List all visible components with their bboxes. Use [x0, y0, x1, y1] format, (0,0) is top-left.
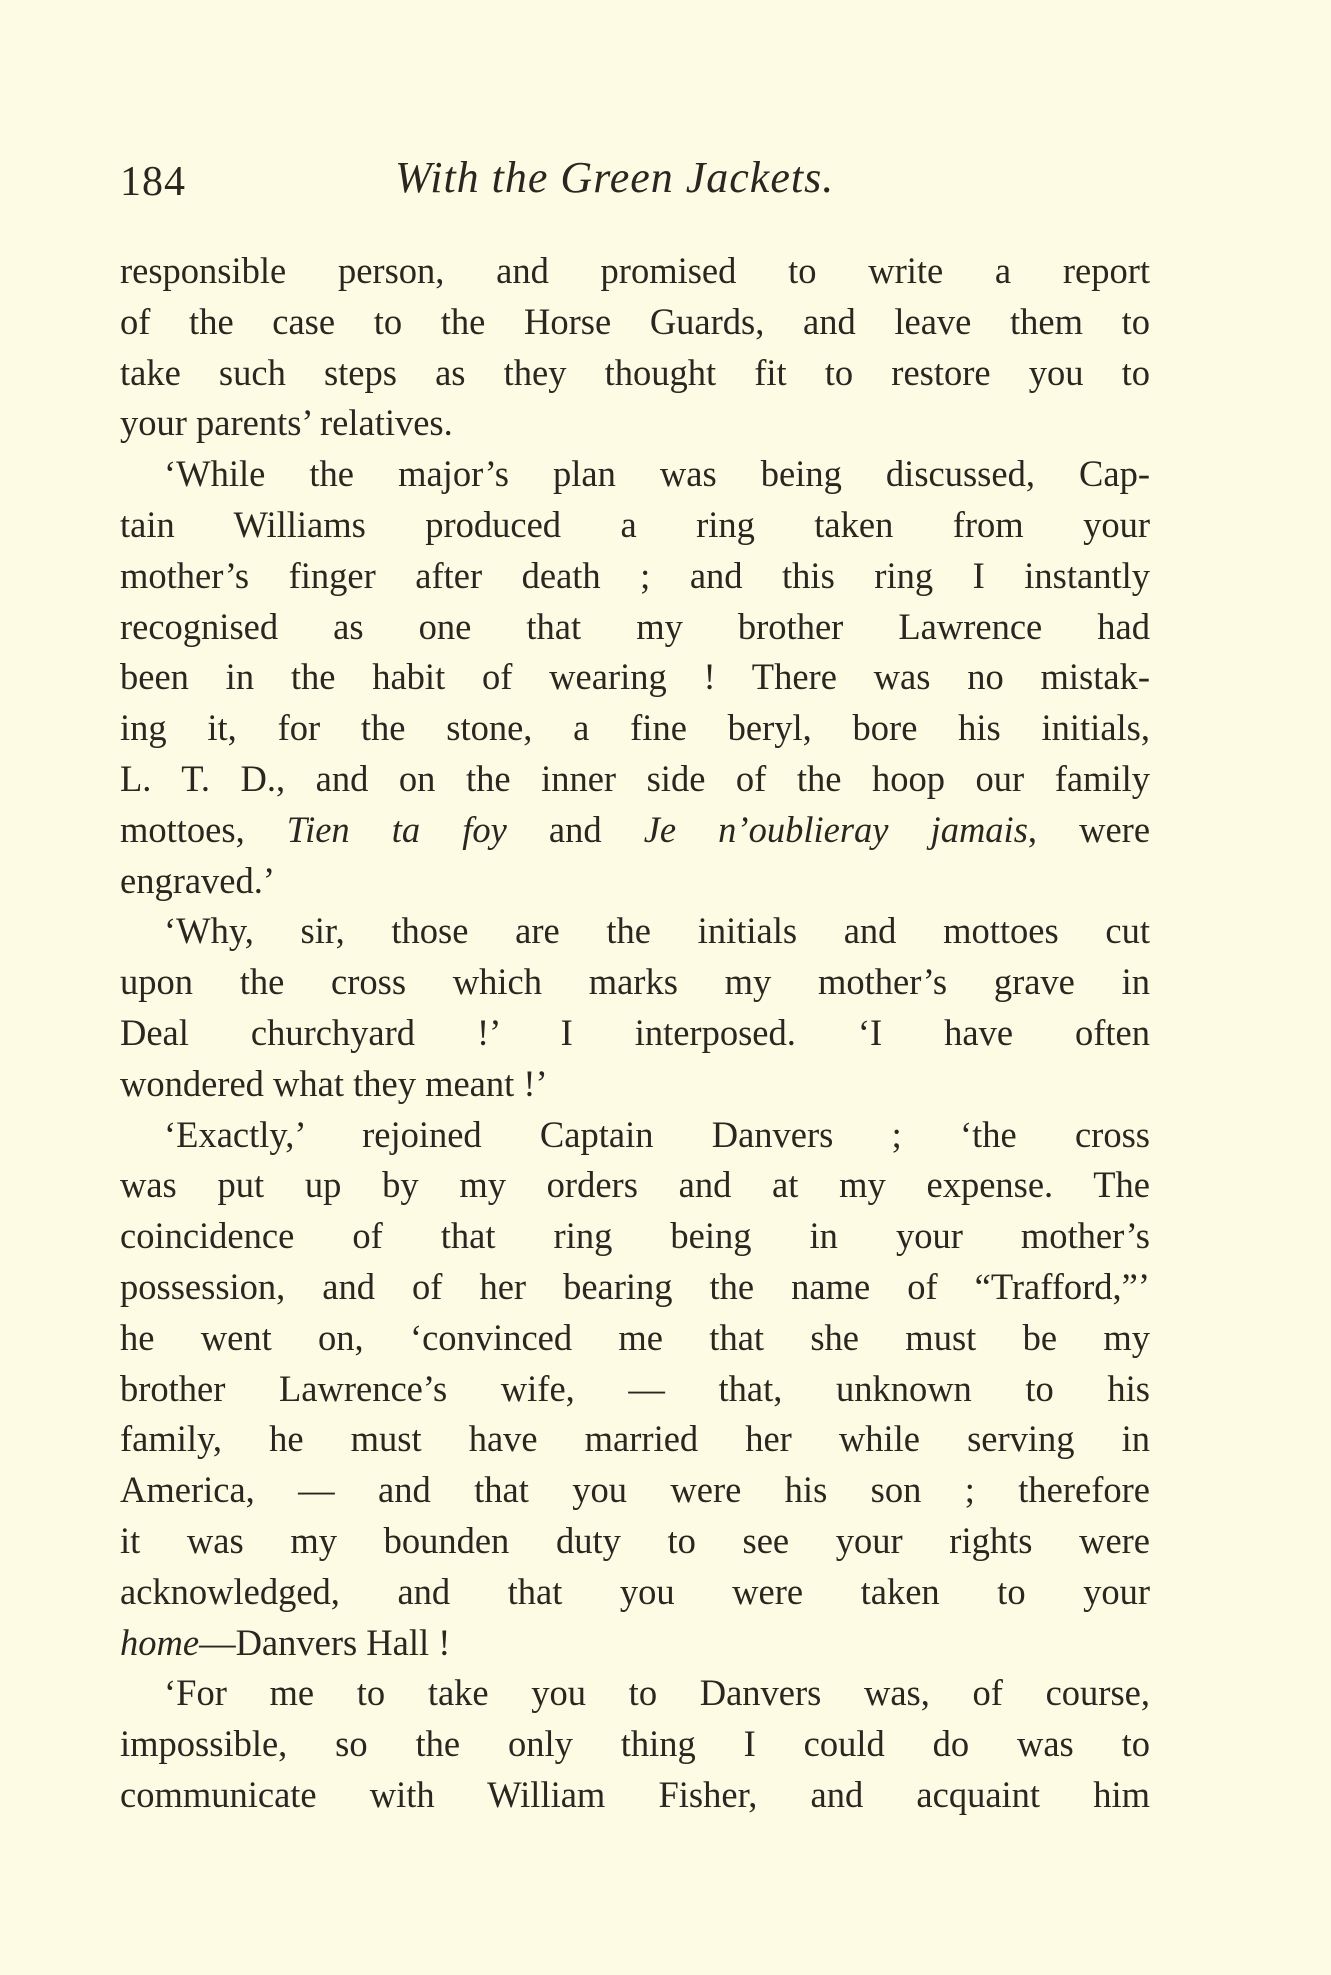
page-number: 184: [120, 159, 186, 205]
italic-motto: Tien ta foy: [286, 808, 507, 850]
text-line: he went on, ‘convinced me that she must be my: [120, 1316, 1150, 1358]
text-line: engraved.’: [120, 859, 276, 901]
text-line: coincidence of that ring being in your mother’s: [120, 1215, 1150, 1257]
text-run: mottoes,: [120, 808, 287, 850]
text-line: take such steps as they thought fit to restore you to: [120, 351, 1150, 393]
italic-motto: Je n’oublieray jamais: [643, 808, 1028, 850]
text-line: L. T. D., and on the inner side of the hoop our family: [120, 757, 1150, 799]
text-line: ‘For me to take you to Danvers was, of course,: [164, 1672, 1150, 1714]
text-line: recognised as one that my brother Lawrence had: [120, 605, 1150, 647]
text-line-with-italic: [120, 1618, 1150, 1669]
running-title: With the Green Jackets.: [395, 153, 835, 202]
text-line: impossible, so the only thing I could do was to: [120, 1723, 1150, 1765]
text-line: ing it, for the stone, a fine beryl, bore his initials,: [120, 707, 1150, 749]
text-run: and: [506, 808, 644, 850]
text-line: upon the cross which marks my mother’s grave in: [120, 961, 1150, 1003]
running-head: [120, 148, 1160, 208]
text-line-with-mottoes: [120, 805, 1150, 856]
text-line: wondered what they meant !’: [120, 1062, 548, 1104]
text-line: possession, and of her bearing the name of “Trafford,”’: [120, 1265, 1150, 1307]
text-line: responsible person, and promised to write a report: [120, 250, 1150, 291]
text-run: , were: [1027, 808, 1150, 850]
text-line: brother Lawrence’s wife, — that, unknown to his: [120, 1367, 1150, 1409]
text-line: America, — and that you were his son ; therefore: [120, 1469, 1150, 1511]
text-line: acknowledged, and that you were taken to your: [120, 1570, 1150, 1612]
text-line: it was my bounden duty to see your rights were: [120, 1519, 1150, 1561]
text-run: —Danvers Hall !: [199, 1621, 451, 1663]
text-line: mother’s finger after death ; and this ring I instantly: [120, 554, 1150, 596]
text-line: been in the habit of wearing ! There was no mistak-: [120, 656, 1150, 698]
text-line: communicate with William Fisher, and acquaint him: [120, 1773, 1150, 1815]
text-line: of the case to the Horse Guards, and leave them to: [120, 300, 1150, 342]
text-line: ‘Exactly,’ rejoined Captain Danvers ; ‘the cross: [164, 1113, 1150, 1155]
text-line: your parents’ relatives.: [120, 402, 453, 444]
body-text: [120, 246, 1150, 1821]
text-line: ‘While the major’s plan was being discussed, Cap-: [164, 453, 1150, 495]
text-line: was put up by my orders and at my expense. The: [120, 1164, 1150, 1206]
text-line: ‘Why, sir, those are the initials and mottoes cut: [164, 910, 1150, 952]
italic-word: home: [120, 1621, 200, 1663]
text-line: Deal churchyard !’ I interposed. ‘I have often: [120, 1011, 1150, 1053]
text-line: family, he must have married her while serving in: [120, 1418, 1150, 1460]
text-line: tain Williams produced a ring taken from your: [120, 503, 1150, 545]
